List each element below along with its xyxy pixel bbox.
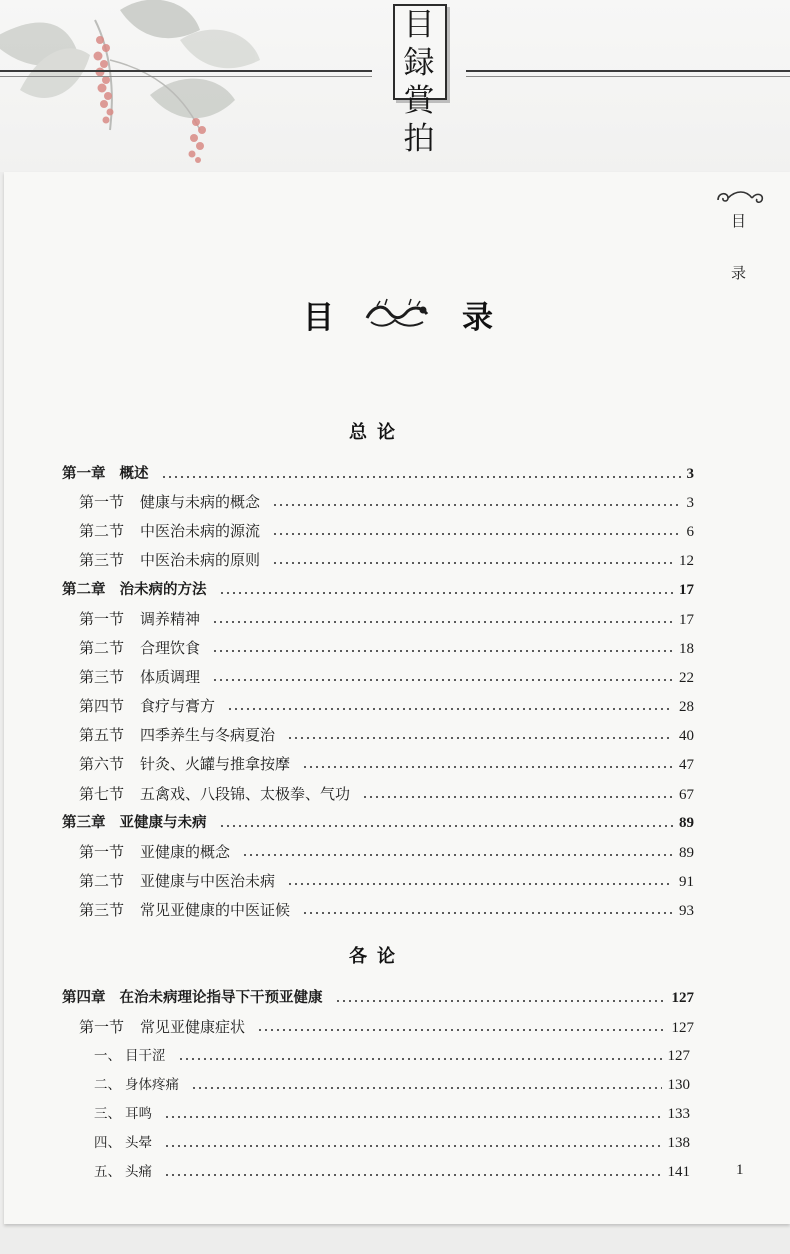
toc-number: 第一节: [79, 1018, 125, 1036]
toc-page-number: 18: [679, 641, 694, 657]
toc-number: 第七节: [79, 785, 125, 803]
toc-section-row[interactable]: [79, 547, 694, 573]
toc-label: 体质调理: [140, 668, 201, 686]
toc-item-row[interactable]: [94, 1043, 690, 1069]
seal-char: 賞: [403, 83, 435, 119]
toc-leader-dots: [161, 476, 681, 478]
side-label-char: 录: [731, 264, 747, 282]
toc-leader-dots: [272, 504, 680, 506]
toc-label: 亚健康与未病: [119, 815, 207, 831]
toc-page-number: 28: [679, 699, 694, 715]
toc-number: 第二节: [79, 639, 125, 657]
toc-label: 身体疼痛: [125, 1077, 179, 1093]
toc-number: 第二章: [62, 582, 106, 598]
toc-label: 亚健康的概念: [140, 843, 231, 861]
seal-char: 目: [403, 7, 435, 43]
toc-section-row[interactable]: [79, 1014, 694, 1040]
toc-number: 第一章: [62, 466, 106, 482]
toc-number: 第三节: [79, 551, 125, 569]
toc-label: 头痛: [125, 1164, 152, 1180]
toc-number: 第三节: [79, 668, 125, 686]
toc-page-number: 141: [667, 1164, 690, 1180]
toc-leader-dots: [287, 883, 673, 885]
toc-leader-dots: [212, 621, 673, 623]
toc-leader-dots: [219, 825, 674, 827]
toc-number: 三、: [94, 1106, 121, 1122]
toc-label: 中医治未病的源流: [140, 522, 261, 540]
toc-page-number: 127: [667, 1048, 690, 1064]
toc-page-number: 127: [671, 1020, 694, 1036]
toc-page-number: 40: [679, 728, 694, 744]
toc-number: 第五节: [79, 726, 125, 744]
toc-number: 一、: [94, 1048, 121, 1064]
toc-label: 概述: [119, 466, 149, 482]
toc-number: 第四章: [62, 990, 106, 1006]
toc-leader-dots: [272, 533, 680, 535]
toc-section-row[interactable]: [79, 489, 694, 515]
toc-leader-dots: [164, 1145, 662, 1147]
toc-label: 治未病的方法: [119, 582, 207, 598]
toc-page-number: 6: [686, 524, 694, 540]
toc-item-row[interactable]: [94, 1072, 690, 1098]
toc-leader-dots: [257, 1029, 665, 1031]
toc-page-number: 93: [679, 903, 694, 919]
toc-leader-dots: [219, 592, 674, 594]
toc-label: 食疗与膏方: [140, 697, 216, 715]
toc-section-row[interactable]: [79, 664, 694, 690]
toc-section-row[interactable]: [79, 868, 694, 894]
toc-label: 合理饮食: [140, 639, 201, 657]
toc-label: 常见亚健康的中医证候: [140, 901, 291, 919]
toc-page-number: 22: [679, 670, 694, 686]
toc-leader-dots: [302, 912, 673, 914]
toc-number: 第一节: [79, 493, 125, 511]
toc-section-row[interactable]: [79, 781, 694, 807]
toc-label: 常见亚健康症状: [140, 1018, 246, 1036]
toc-leader-dots: [272, 562, 673, 564]
toc-chapter-row[interactable]: [62, 985, 694, 1011]
toc-leader-dots: [227, 708, 673, 710]
toc-label: 目干涩: [125, 1048, 166, 1064]
toc-leader-dots: [178, 1058, 662, 1060]
toc-label: 中医治未病的原则: [140, 551, 261, 569]
toc-section-row[interactable]: [79, 751, 694, 777]
toc-leader-dots: [302, 766, 673, 768]
toc-number: 第六节: [79, 755, 125, 773]
section-title-general: 总论: [349, 422, 405, 443]
toc-chapter-row[interactable]: [62, 577, 694, 603]
toc-section-row[interactable]: [79, 518, 694, 544]
toc-label: 在治未病理论指导下干预亚健康: [119, 990, 323, 1006]
toc-item-row[interactable]: [94, 1130, 690, 1156]
toc-section-row[interactable]: [79, 839, 694, 865]
toc-number: 二、: [94, 1077, 121, 1093]
toc-number: 第一节: [79, 843, 125, 861]
toc-section-row[interactable]: [79, 722, 694, 748]
toc-page-number: 47: [679, 757, 694, 773]
seal-char: 録: [403, 45, 435, 81]
toc-leader-dots: [164, 1116, 662, 1118]
toc-page-number: 91: [679, 874, 694, 890]
title-char-right: 录: [462, 299, 493, 336]
toc-leader-dots: [335, 1000, 666, 1002]
toc-chapter-row[interactable]: [62, 461, 694, 487]
toc-label: 健康与未病的概念: [140, 493, 261, 511]
toc-page-number: 127: [671, 990, 694, 1006]
toc-leader-dots: [191, 1087, 662, 1089]
toc-label: 四季养生与冬病夏治: [140, 726, 276, 744]
toc-chapter-row[interactable]: [62, 810, 694, 836]
title-char-left: 目: [303, 299, 334, 336]
toc-page-number: 89: [679, 845, 694, 861]
toc-leader-dots: [212, 650, 673, 652]
toc-page-number: 133: [667, 1106, 690, 1122]
toc-item-row[interactable]: [94, 1101, 690, 1127]
toc-page-number: 17: [679, 612, 694, 628]
toc-number: 第一节: [79, 610, 125, 628]
toc-label: 五禽戏、八段锦、太极拳、气功: [140, 785, 351, 803]
toc-number: 第三章: [62, 815, 106, 831]
toc-leader-dots: [242, 854, 673, 856]
toc-label: 耳鸣: [125, 1106, 152, 1122]
toc-number: 第四节: [79, 697, 125, 715]
toc-label: 调养精神: [140, 610, 201, 628]
toc-section-row[interactable]: [79, 693, 694, 719]
toc-label: 针灸、火罐与推拿按摩: [140, 755, 291, 773]
toc-leader-dots: [362, 796, 673, 798]
toc-leader-dots: [287, 737, 673, 739]
toc-item-row[interactable]: [94, 1159, 690, 1185]
toc-section-row[interactable]: [79, 635, 694, 661]
toc-number: 第二节: [79, 872, 125, 890]
toc-page-number: 89: [679, 815, 694, 831]
toc-number: 第二节: [79, 522, 125, 540]
toc-label: 亚健康与中医治未病: [140, 872, 276, 890]
toc-label: 头晕: [125, 1135, 152, 1151]
toc-page-number: 67: [679, 787, 694, 803]
toc-section-row[interactable]: [79, 897, 694, 923]
toc-section-row[interactable]: [79, 606, 694, 632]
toc-page-number: 3: [686, 495, 694, 511]
toc-page-number: 130: [667, 1077, 690, 1093]
toc-page-number: 12: [679, 553, 694, 569]
seal-char: 拍: [403, 121, 435, 157]
toc-leader-dots: [212, 679, 673, 681]
section-title-specific: 各论: [349, 946, 405, 967]
toc-number: 四、: [94, 1135, 121, 1151]
toc-number: 第三节: [79, 901, 125, 919]
toc-page-number: 3: [686, 466, 694, 482]
toc-leader-dots: [164, 1174, 662, 1176]
side-label-char: 目: [731, 212, 747, 230]
page-number: 1: [736, 1162, 744, 1178]
toc-number: 五、: [94, 1164, 121, 1180]
toc-page-number: 138: [667, 1135, 690, 1151]
toc-page-number: 17: [679, 582, 694, 598]
